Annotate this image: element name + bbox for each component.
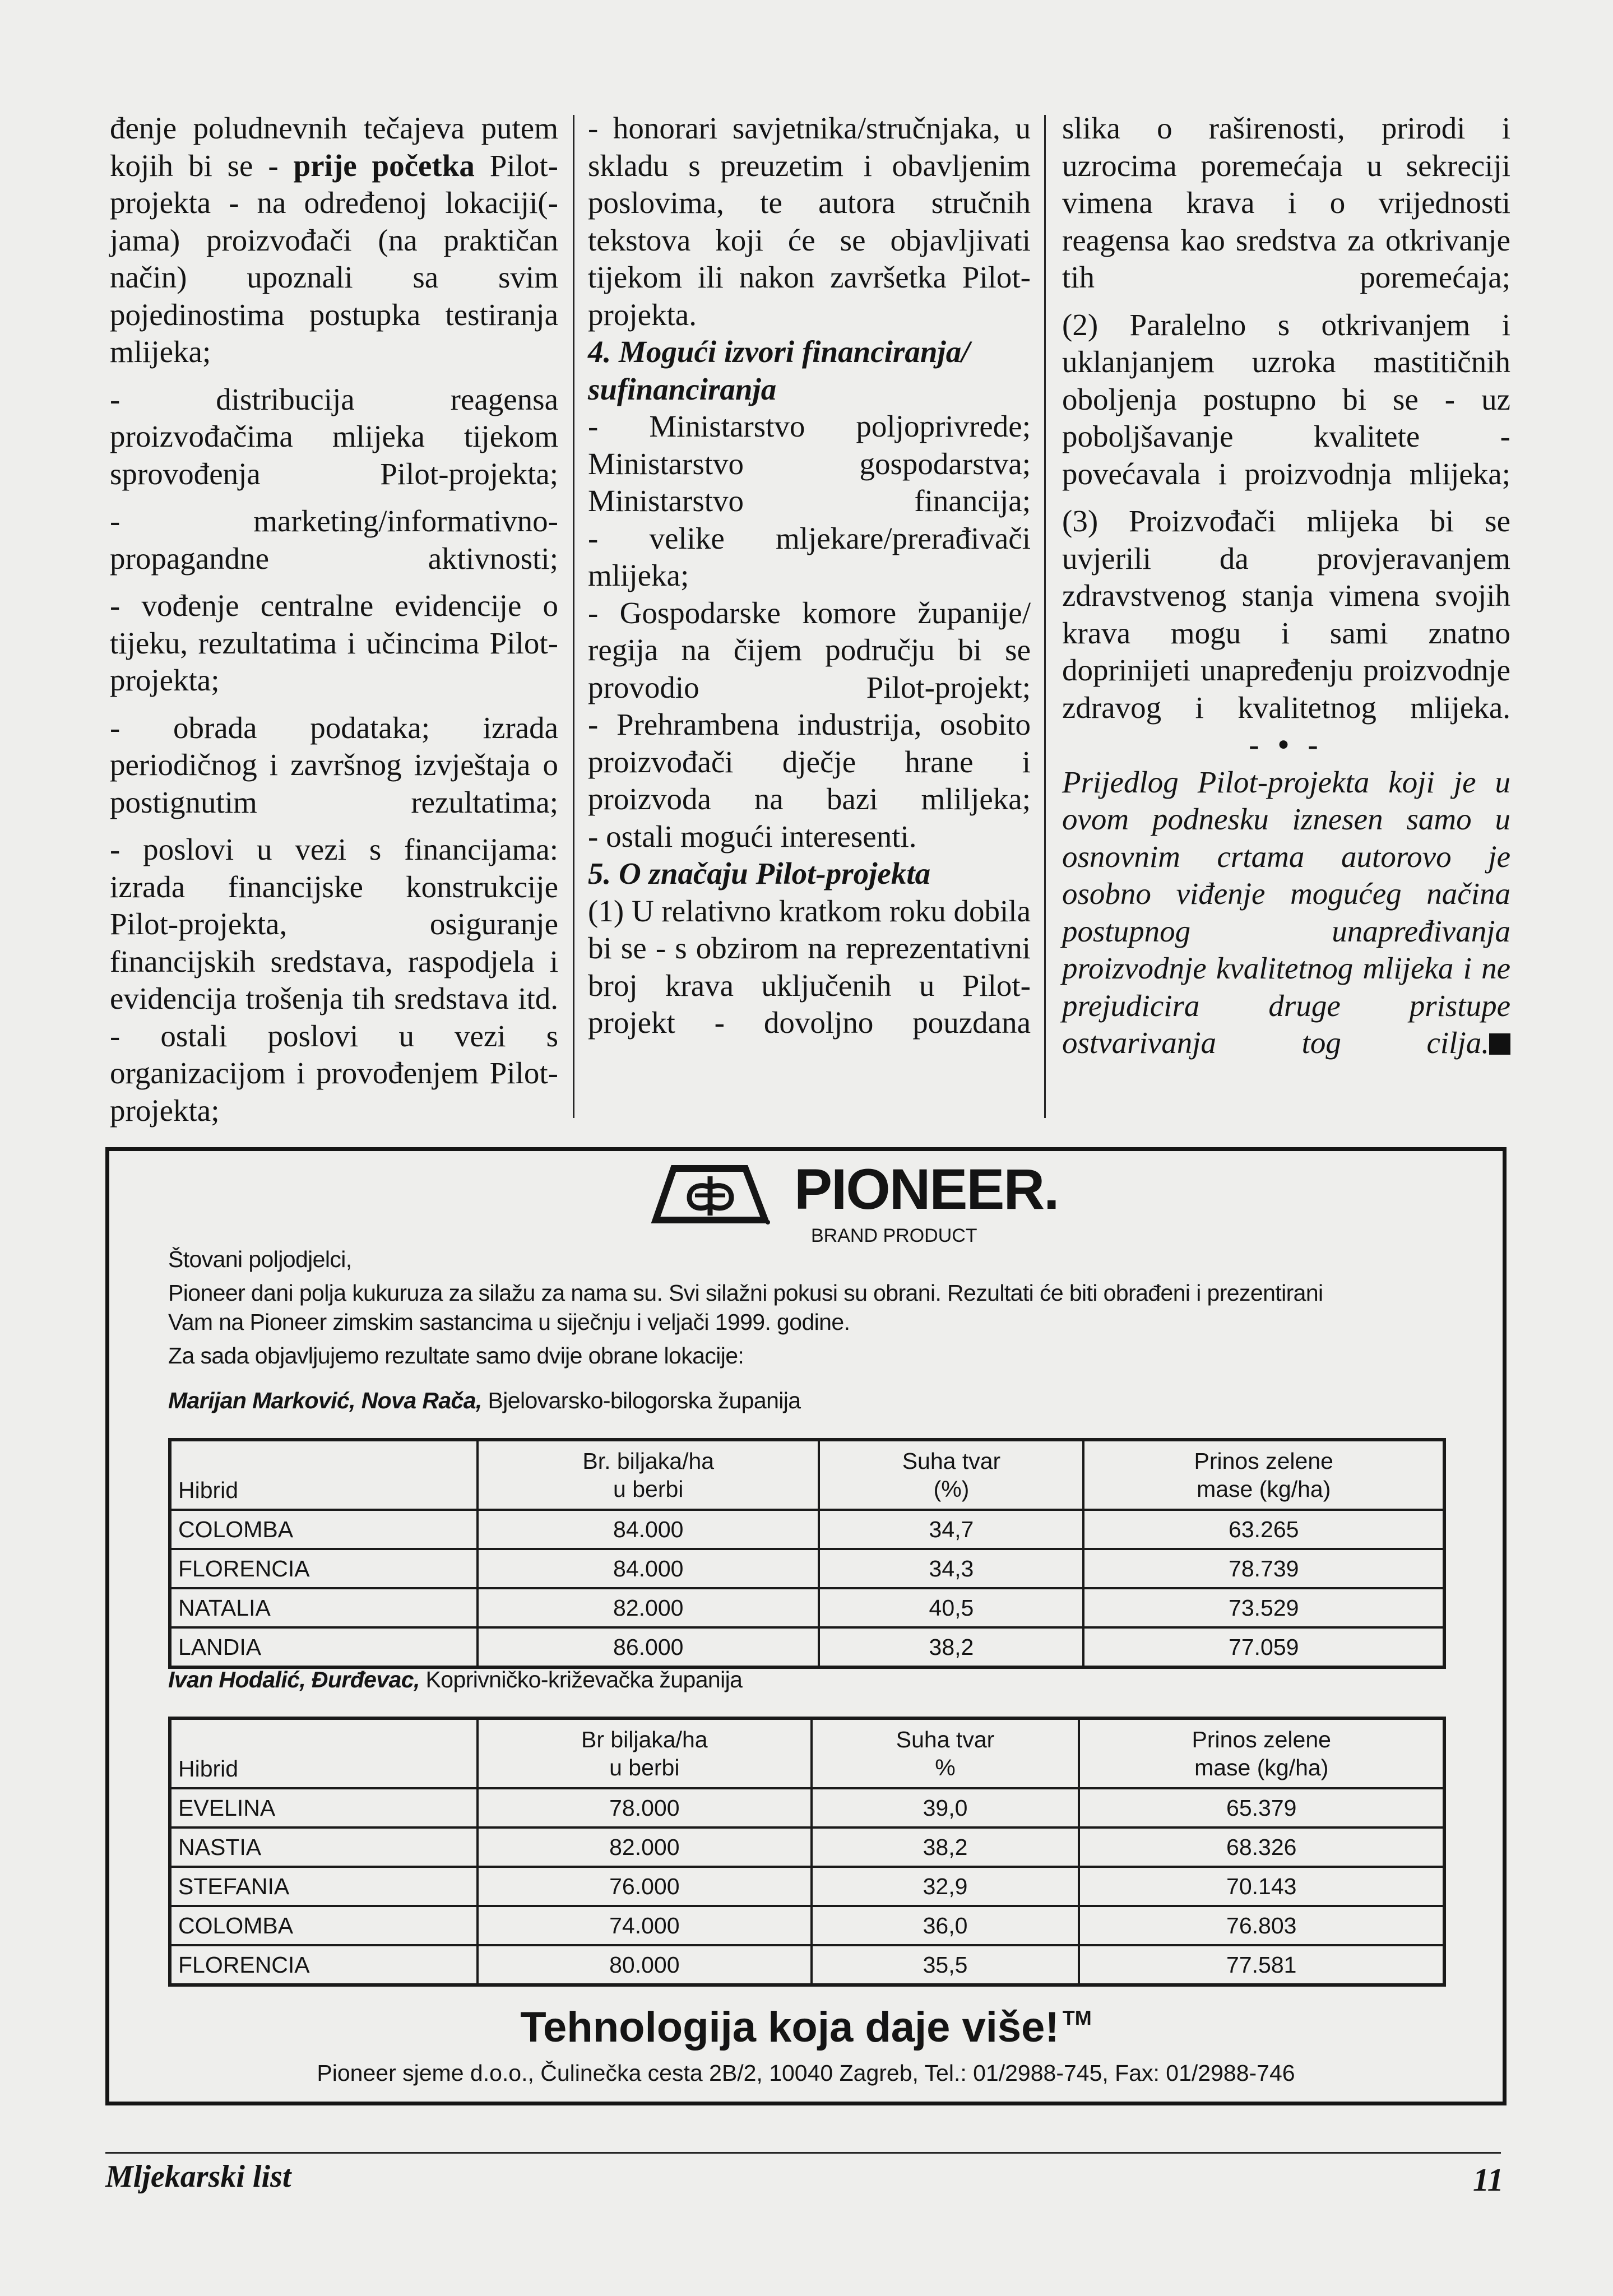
results-table-2: [168, 1717, 1446, 1987]
cell-yield: 77.059: [1083, 1627, 1444, 1667]
results-table-1: [168, 1438, 1446, 1669]
col1-item: - poslovi u vezi s financijama: izrada financijske konstrukcije Pilot-projekta, osiguranje financijskih sredstava, raspodjela i evidencija trošenja tih sredstava itd.: [110, 832, 558, 1015]
closing-text: Prijedlog Pilot-projekta koji je u ovom podnesku iznesen samo u osnovnim crtama autorovo je osobno viđenje mogućeg načina postupnog unapređivanja proizvodnje kvalitetnog mlijeka i ne prejudicira druge pristupe ostvarivanja tog cilja.: [1062, 764, 1510, 1060]
cell-plants: 84.000: [478, 1549, 819, 1588]
header-dry-matter-line2: %: [935, 1755, 956, 1780]
cell-hybrid: NASTIA: [170, 1827, 478, 1867]
cell-dry-matter: 38,2: [819, 1627, 1083, 1667]
cell-plants: 74.000: [478, 1906, 812, 1945]
table-row: [170, 1549, 1444, 1588]
cell-dry-matter: 39,0: [812, 1788, 1079, 1827]
header-hybrid: Hibrid: [170, 1718, 478, 1788]
cell-dry-matter: 34,3: [819, 1549, 1083, 1588]
header-dry-matter-line1: Suha tvar: [896, 1727, 995, 1752]
cell-hybrid: NATALIA: [170, 1588, 478, 1627]
cell-plants: 86.000: [478, 1627, 819, 1667]
col2-para-1: (1) U relativno kratkom roku dobila bi se - s obzirom na reprezentativni broj krava uključenih u Pilot-projekt - dovoljno pouzdana: [588, 893, 1031, 1040]
col1-item: - distribucija reagensa proizvođačima mlijeka tijekom sprovođenja Pilot-projekta;: [110, 382, 558, 491]
col2-item: - ostali mogući interesenti.: [588, 819, 917, 854]
slogan-text: Tehnologija koja daje više!: [520, 2003, 1059, 2051]
col2-item: - velike mljekare/prerađivači mlijeka;: [588, 521, 1031, 592]
greeting: Štovani poljodjelci,: [168, 1246, 352, 1272]
intro-line-2: Vam na Pioneer zimskim sastancima u siječnju i veljači 1999. godine.: [168, 1309, 850, 1335]
header-yield: [1083, 1440, 1444, 1510]
section-separator: - • -: [1249, 727, 1324, 762]
cell-hybrid: STEFANIA: [170, 1867, 478, 1906]
county-name: Koprivničko-križevačka županija: [419, 1667, 743, 1692]
pioneer-logo-icon: [650, 1164, 771, 1226]
journal-name: Mljekarski list: [105, 2159, 291, 2194]
article-column-3: [1062, 110, 1510, 1062]
table-row: [170, 1588, 1444, 1627]
cell-dry-matter: 34,7: [819, 1510, 1083, 1549]
col1-item: - vođenje centralne evidencije o tijeku, rezultatima i učincima Pilot-projekta;: [110, 588, 558, 697]
header-plants-line1: Br biljaka/ha: [581, 1727, 708, 1752]
table-header-row: [170, 1440, 1444, 1510]
pioneer-advertisement: [105, 1147, 1507, 2105]
table-row: [170, 1788, 1444, 1827]
intro-line-1: Pioneer dani polja kukuruza za silažu za nama su. Svi silažni pokusi su obrani. Rezultati će biti obrađeni i prezentirani: [168, 1280, 1323, 1306]
table-row: [170, 1627, 1444, 1667]
cell-yield: 68.326: [1079, 1827, 1444, 1867]
location-2-label: [168, 1667, 742, 1693]
cell-plants: 82.000: [478, 1827, 812, 1867]
col1-intro-text-a: đenje poludnevnih tečajeva putem kojih bi se -: [110, 111, 558, 183]
header-dry-matter: [812, 1718, 1079, 1788]
col3-lead: slika o raširenosti, prirodi i uzrocima poremećaja u sekreciji vimena krava i o vrijednosti reagensa kao sredstva za otkrivanje tih poremećaja;: [1062, 111, 1510, 294]
table-row: [170, 1867, 1444, 1906]
header-plants-line2: u berbi: [613, 1476, 684, 1502]
cell-plants: 78.000: [478, 1788, 812, 1827]
brand-subtitle: BRAND PRODUCT: [811, 1225, 977, 1246]
col1-item: - obrada podataka; izrada periodičnog i završnog izvještaja o postignutim rezultatima;: [110, 710, 558, 819]
header-yield-line2: mase (kg/ha): [1194, 1755, 1329, 1780]
header-plants: [478, 1718, 812, 1788]
header-hybrid: Hibrid: [170, 1440, 478, 1510]
cell-plants: 80.000: [478, 1945, 812, 1985]
table-row: [170, 1945, 1444, 1985]
article-column-2: [588, 110, 1031, 1042]
cell-dry-matter: 32,9: [812, 1867, 1079, 1906]
table-row: [170, 1906, 1444, 1945]
farmer-name: Ivan Hodalić, Đurđevac,: [168, 1667, 420, 1692]
cell-hybrid: EVELINA: [170, 1788, 478, 1827]
brand-name: PIONEER.: [794, 1157, 1059, 1221]
closing-paragraph: [1062, 764, 1510, 1062]
cell-hybrid: FLORENCIA: [170, 1945, 478, 1985]
cell-yield: 63.265: [1083, 1510, 1444, 1549]
col1-intro: [110, 110, 558, 371]
table-row: [170, 1510, 1444, 1549]
page-number: 11: [1473, 2162, 1504, 2198]
table-header-row: [170, 1718, 1444, 1788]
cell-yield: 77.581: [1079, 1945, 1444, 1985]
column-divider: [573, 115, 574, 1118]
section-heading-5: 5. O značaju Pilot-projekta: [588, 856, 931, 890]
col1-intro-bold: prije početka: [293, 148, 475, 183]
col2-item: - Gospodarske komore županije/ regija na čijem području bi se provodio Pilot-projekt;: [588, 595, 1031, 704]
cell-hybrid: COLOMBA: [170, 1510, 478, 1549]
section-heading-4: 4. Mogući izvori financiranja/ sufinanciranja: [588, 335, 970, 406]
cell-dry-matter: 35,5: [812, 1945, 1079, 1985]
header-dry-matter-line2: (%): [933, 1476, 970, 1502]
header-dry-matter-line1: Suha tvar: [902, 1448, 1001, 1474]
header-plants-line1: Br. biljaka/ha: [582, 1448, 715, 1474]
col2-item: - Prehrambena industrija, osobito proizvođači dječje hrane i proizvoda na bazi mliljeka;: [588, 707, 1031, 816]
county-name: Bjelovarsko-bilogorska županija: [481, 1388, 801, 1413]
farmer-name: Marijan Marković, Nova Rača,: [168, 1388, 482, 1413]
header-yield: [1079, 1718, 1444, 1788]
cell-dry-matter: 38,2: [812, 1827, 1079, 1867]
header-yield-line1: Prinos zelene: [1194, 1448, 1333, 1474]
cell-hybrid: LANDIA: [170, 1627, 478, 1667]
cell-plants: 84.000: [478, 1510, 819, 1549]
table-row: [170, 1827, 1444, 1867]
cell-dry-matter: 40,5: [819, 1588, 1083, 1627]
cell-yield: 70.143: [1079, 1867, 1444, 1906]
slogan: [109, 2003, 1503, 2052]
cell-plants: 82.000: [478, 1588, 819, 1627]
col1-item: - ostali poslovi u vezi s organizacijom i provođenjem Pilot-projekta;: [110, 1018, 558, 1128]
header-dry-matter: [819, 1440, 1083, 1510]
col3-para-3: (3) Proizvođači mlijeka bi se uvjerili da provjeravanjem zdravstvenog stanja vimena svojih krava mogu i sami znatno doprinijeti unapređenju proizvodnje zdravog i kvalitetnog mlijeka.: [1062, 504, 1510, 725]
col1-item: - marketing/informativno-propagandne aktivnosti;: [110, 504, 558, 576]
footer-rule: [105, 2152, 1501, 2154]
col2-item: - Ministarstvo poljoprivrede; Ministarstvo gospodarstva; Ministarstvo financija;: [588, 409, 1031, 518]
end-of-article-mark: [1489, 1033, 1510, 1055]
cell-yield: 73.529: [1083, 1588, 1444, 1627]
cell-yield: 78.739: [1083, 1549, 1444, 1588]
header-yield-line2: mase (kg/ha): [1197, 1476, 1331, 1502]
col3-para-2: (2) Paralelno s otkrivanjem i uklanjanjem uzroka mastitičnih oboljenja postupno bi se - uz poboljšavanje kvalitete - povećavala i proizvodnja mlijeka;: [1062, 307, 1510, 491]
cell-hybrid: FLORENCIA: [170, 1549, 478, 1588]
location-1-label: [168, 1388, 801, 1414]
col2-lead: - honorari savjetnika/stručnjaka, u skladu s preuzetim i obavljenim poslovima, te autora stručnih tekstova koji će se objavljivati tijekom ili nakon završetka Pilot-projekta.: [588, 111, 1031, 332]
cell-plants: 76.000: [478, 1867, 812, 1906]
cell-dry-matter: 36,0: [812, 1906, 1079, 1945]
cell-yield: 65.379: [1079, 1788, 1444, 1827]
trademark-mark: TM: [1062, 2006, 1092, 2029]
cell-hybrid: COLOMBA: [170, 1906, 478, 1945]
header-yield-line1: Prinos zelene: [1192, 1727, 1331, 1752]
cell-yield: 76.803: [1079, 1906, 1444, 1945]
article-column-1: [110, 110, 558, 1129]
header-plants: [478, 1440, 819, 1510]
col1-intro-text-b: Pilot-projekta - na određenoj lokaciji(-jama) proizvođači (na praktičan način) upoznali sa svim pojedinostima postupka testiranja mlijeka;: [110, 148, 558, 369]
header-plants-line2: u berbi: [609, 1755, 680, 1780]
column-divider: [1044, 115, 1046, 1118]
intro-line-3: Za sada objavljujemo rezultate samo dvije obrane lokacije:: [168, 1343, 744, 1369]
company-address: Pioneer sjeme d.o.o., Čulinečka cesta 2B/2, 10040 Zagreb, Tel.: 01/2988-745, Fax: 01/2988-746: [317, 2060, 1295, 2086]
